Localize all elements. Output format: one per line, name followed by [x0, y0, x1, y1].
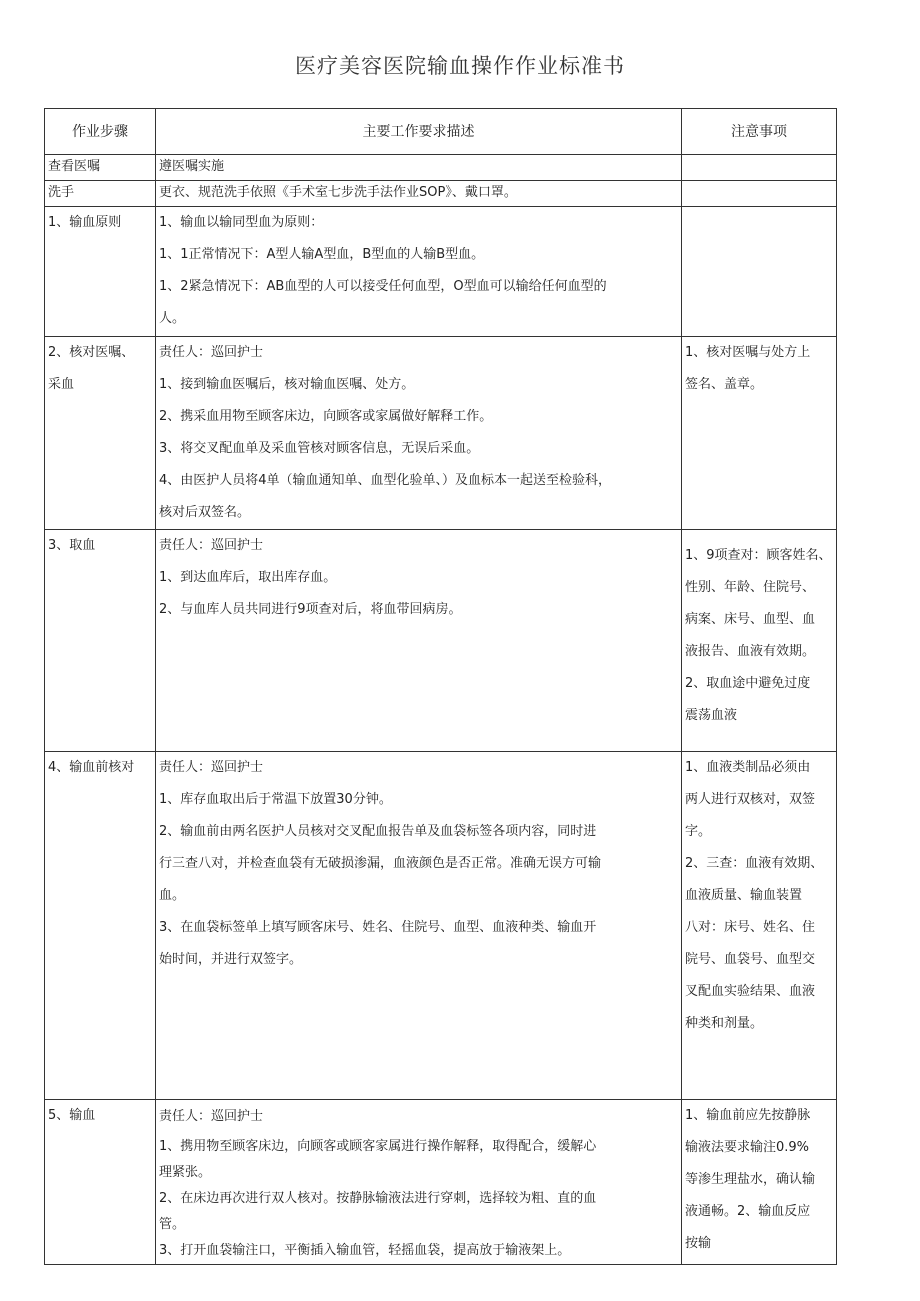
description-line: 血。 — [159, 888, 186, 903]
notes-line: 输液法要求输注0.9% — [685, 1140, 810, 1155]
notes-line: 1、9项查对：顾客姓名、 — [685, 548, 832, 563]
description-line: 3、在血袋标签单上填写顾客床号、姓名、住院号、血型、血液种类、输血开 — [159, 920, 597, 935]
description-line: 责任人：巡回护士 — [159, 1109, 264, 1124]
sop-table — [44, 108, 837, 1265]
notes-line: 按输 — [685, 1236, 712, 1251]
table-row — [45, 207, 837, 337]
description-line: 3、将交叉配血单及采血管核对顾客信息，无误后采血。 — [159, 441, 480, 456]
table-header-row — [45, 109, 837, 155]
table-row — [45, 530, 837, 752]
notes-cell — [682, 207, 837, 337]
description-line: 始时间，并进行双签字。 — [159, 952, 303, 967]
notes-cell — [682, 181, 837, 207]
description-line: 2、在床边再次进行双人核对。按静脉输液法进行穿刺，选择较为粗、直的血 — [159, 1191, 597, 1206]
description-line: 1、携用物至顾客床边，向顾客或顾客家属进行操作解释，取得配合，缓解心 — [159, 1139, 597, 1154]
step-cell — [45, 752, 156, 1100]
notes-line: 液报告、血液有效期。 — [685, 644, 816, 659]
step-line: 3、取血 — [48, 538, 96, 553]
description-line: 责任人：巡回护士 — [159, 538, 264, 553]
description-line: 理紧张。 — [159, 1165, 212, 1180]
step-line: 洗手 — [48, 185, 75, 200]
description-line: 核对后双签名。 — [159, 505, 251, 520]
description-line: 人。 — [159, 311, 186, 326]
step-line: 采血 — [48, 377, 75, 392]
notes-cell — [682, 1100, 837, 1265]
step-line: 4、输血前核对 — [48, 760, 135, 775]
description-line: 2、输血前由两名医护人员核对交叉配血报告单及血袋标签各项内容，同时进 — [159, 824, 597, 839]
table-row — [45, 1100, 837, 1265]
description-cell — [156, 530, 682, 752]
step-cell — [45, 1100, 156, 1265]
step-cell — [45, 155, 156, 181]
notes-line: 八对：床号、姓名、住 — [685, 920, 816, 935]
step-line: 1、输血原则 — [48, 215, 122, 230]
description-line: 2、与血库人员共同进行9项查对后，将血带回病房。 — [159, 602, 462, 617]
description-line: 管。 — [159, 1217, 186, 1232]
step-line: 5、输血 — [48, 1108, 96, 1123]
description-line: 1、接到输血医嘱后，核对输血医嘱、处方。 — [159, 377, 415, 392]
table-row — [45, 181, 837, 207]
notes-cell — [682, 337, 837, 530]
description-line: 1、输血以输同型血为原则： — [159, 215, 324, 230]
step-line: 查看医嘱 — [48, 159, 101, 174]
description-cell — [156, 155, 682, 181]
header-step: 作业步骤 — [45, 109, 156, 155]
description-line: 遵医嘱实施 — [159, 159, 225, 174]
notes-line: 种类和剂量。 — [685, 1016, 764, 1031]
table-row — [45, 155, 837, 181]
header-description: 主要工作要求描述 — [156, 109, 682, 155]
notes-line: 性别、年龄、住院号、 — [685, 580, 816, 595]
header-notes: 注意事项 — [682, 109, 837, 155]
description-line: 1、库存血取出后于常温下放置30分钟。 — [159, 792, 392, 807]
description-cell — [156, 181, 682, 207]
notes-cell — [682, 155, 837, 181]
notes-line: 病案、床号、血型、血 — [685, 612, 816, 627]
document-title: 医疗美容医院输血操作作业标准书 — [295, 54, 625, 78]
notes-line: 1、核对医嘱与处方上 — [685, 345, 811, 360]
notes-line: 血液质量、输血装置 — [685, 888, 803, 903]
notes-line: 2、三查：血液有效期、 — [685, 856, 824, 871]
description-cell — [156, 752, 682, 1100]
step-cell — [45, 207, 156, 337]
step-line: 2、核对医嘱、 — [48, 345, 135, 360]
description-line: 3、打开血袋输注口，平衡插入输血管，轻摇血袋，提高放于输液架上。 — [159, 1243, 571, 1258]
notes-line: 字。 — [685, 824, 712, 839]
step-cell — [45, 530, 156, 752]
notes-line: 震荡血液 — [685, 708, 738, 723]
description-line: 1、1正常情况下：A型人输A型血，B型血的人输B型血。 — [159, 247, 485, 262]
notes-line: 2、取血途中避免过度 — [685, 676, 811, 691]
description-line: 责任人：巡回护士 — [159, 345, 264, 360]
description-line: 2、携采血用物至顾客床边，向顾客或家属做好解释工作。 — [159, 409, 493, 424]
notes-line: 液通畅。2、输血反应 — [685, 1204, 811, 1219]
description-line: 4、由医护人员将4单（输血通知单、血型化验单、）及血标本一起送至检验科， — [159, 473, 612, 488]
notes-line: 院号、血袋号、血型交 — [685, 952, 816, 967]
description-line: 责任人：巡回护士 — [159, 760, 264, 775]
table-row — [45, 752, 837, 1100]
description-line: 行三查八对，并检查血袋有无破损渗漏，血液颜色是否正常。准确无误方可输 — [159, 856, 602, 871]
notes-line: 两人进行双核对，双签 — [685, 792, 816, 807]
description-cell — [156, 1100, 682, 1265]
notes-line: 签名、盖章。 — [685, 377, 764, 392]
notes-line: 叉配血实验结果、血液 — [685, 984, 816, 999]
description-line: 1、2紧急情况下：AB血型的人可以接受任何血型，O型血可以输给任何血型的 — [159, 279, 607, 294]
description-cell — [156, 337, 682, 530]
notes-cell — [682, 530, 837, 752]
notes-line: 1、输血前应先按静脉 — [685, 1108, 811, 1123]
description-cell — [156, 207, 682, 337]
notes-line: 1、血液类制品必须由 — [685, 760, 811, 775]
table-row — [45, 337, 837, 530]
description-line: 1、到达血库后，取出库存血。 — [159, 570, 337, 585]
step-cell — [45, 337, 156, 530]
notes-cell — [682, 752, 837, 1100]
description-line: 更衣、规范洗手依照《手术室七步洗手法作业SOP》、戴口罩。 — [159, 185, 517, 200]
notes-line: 等渗生理盐水，确认输 — [685, 1172, 816, 1187]
step-cell — [45, 181, 156, 207]
